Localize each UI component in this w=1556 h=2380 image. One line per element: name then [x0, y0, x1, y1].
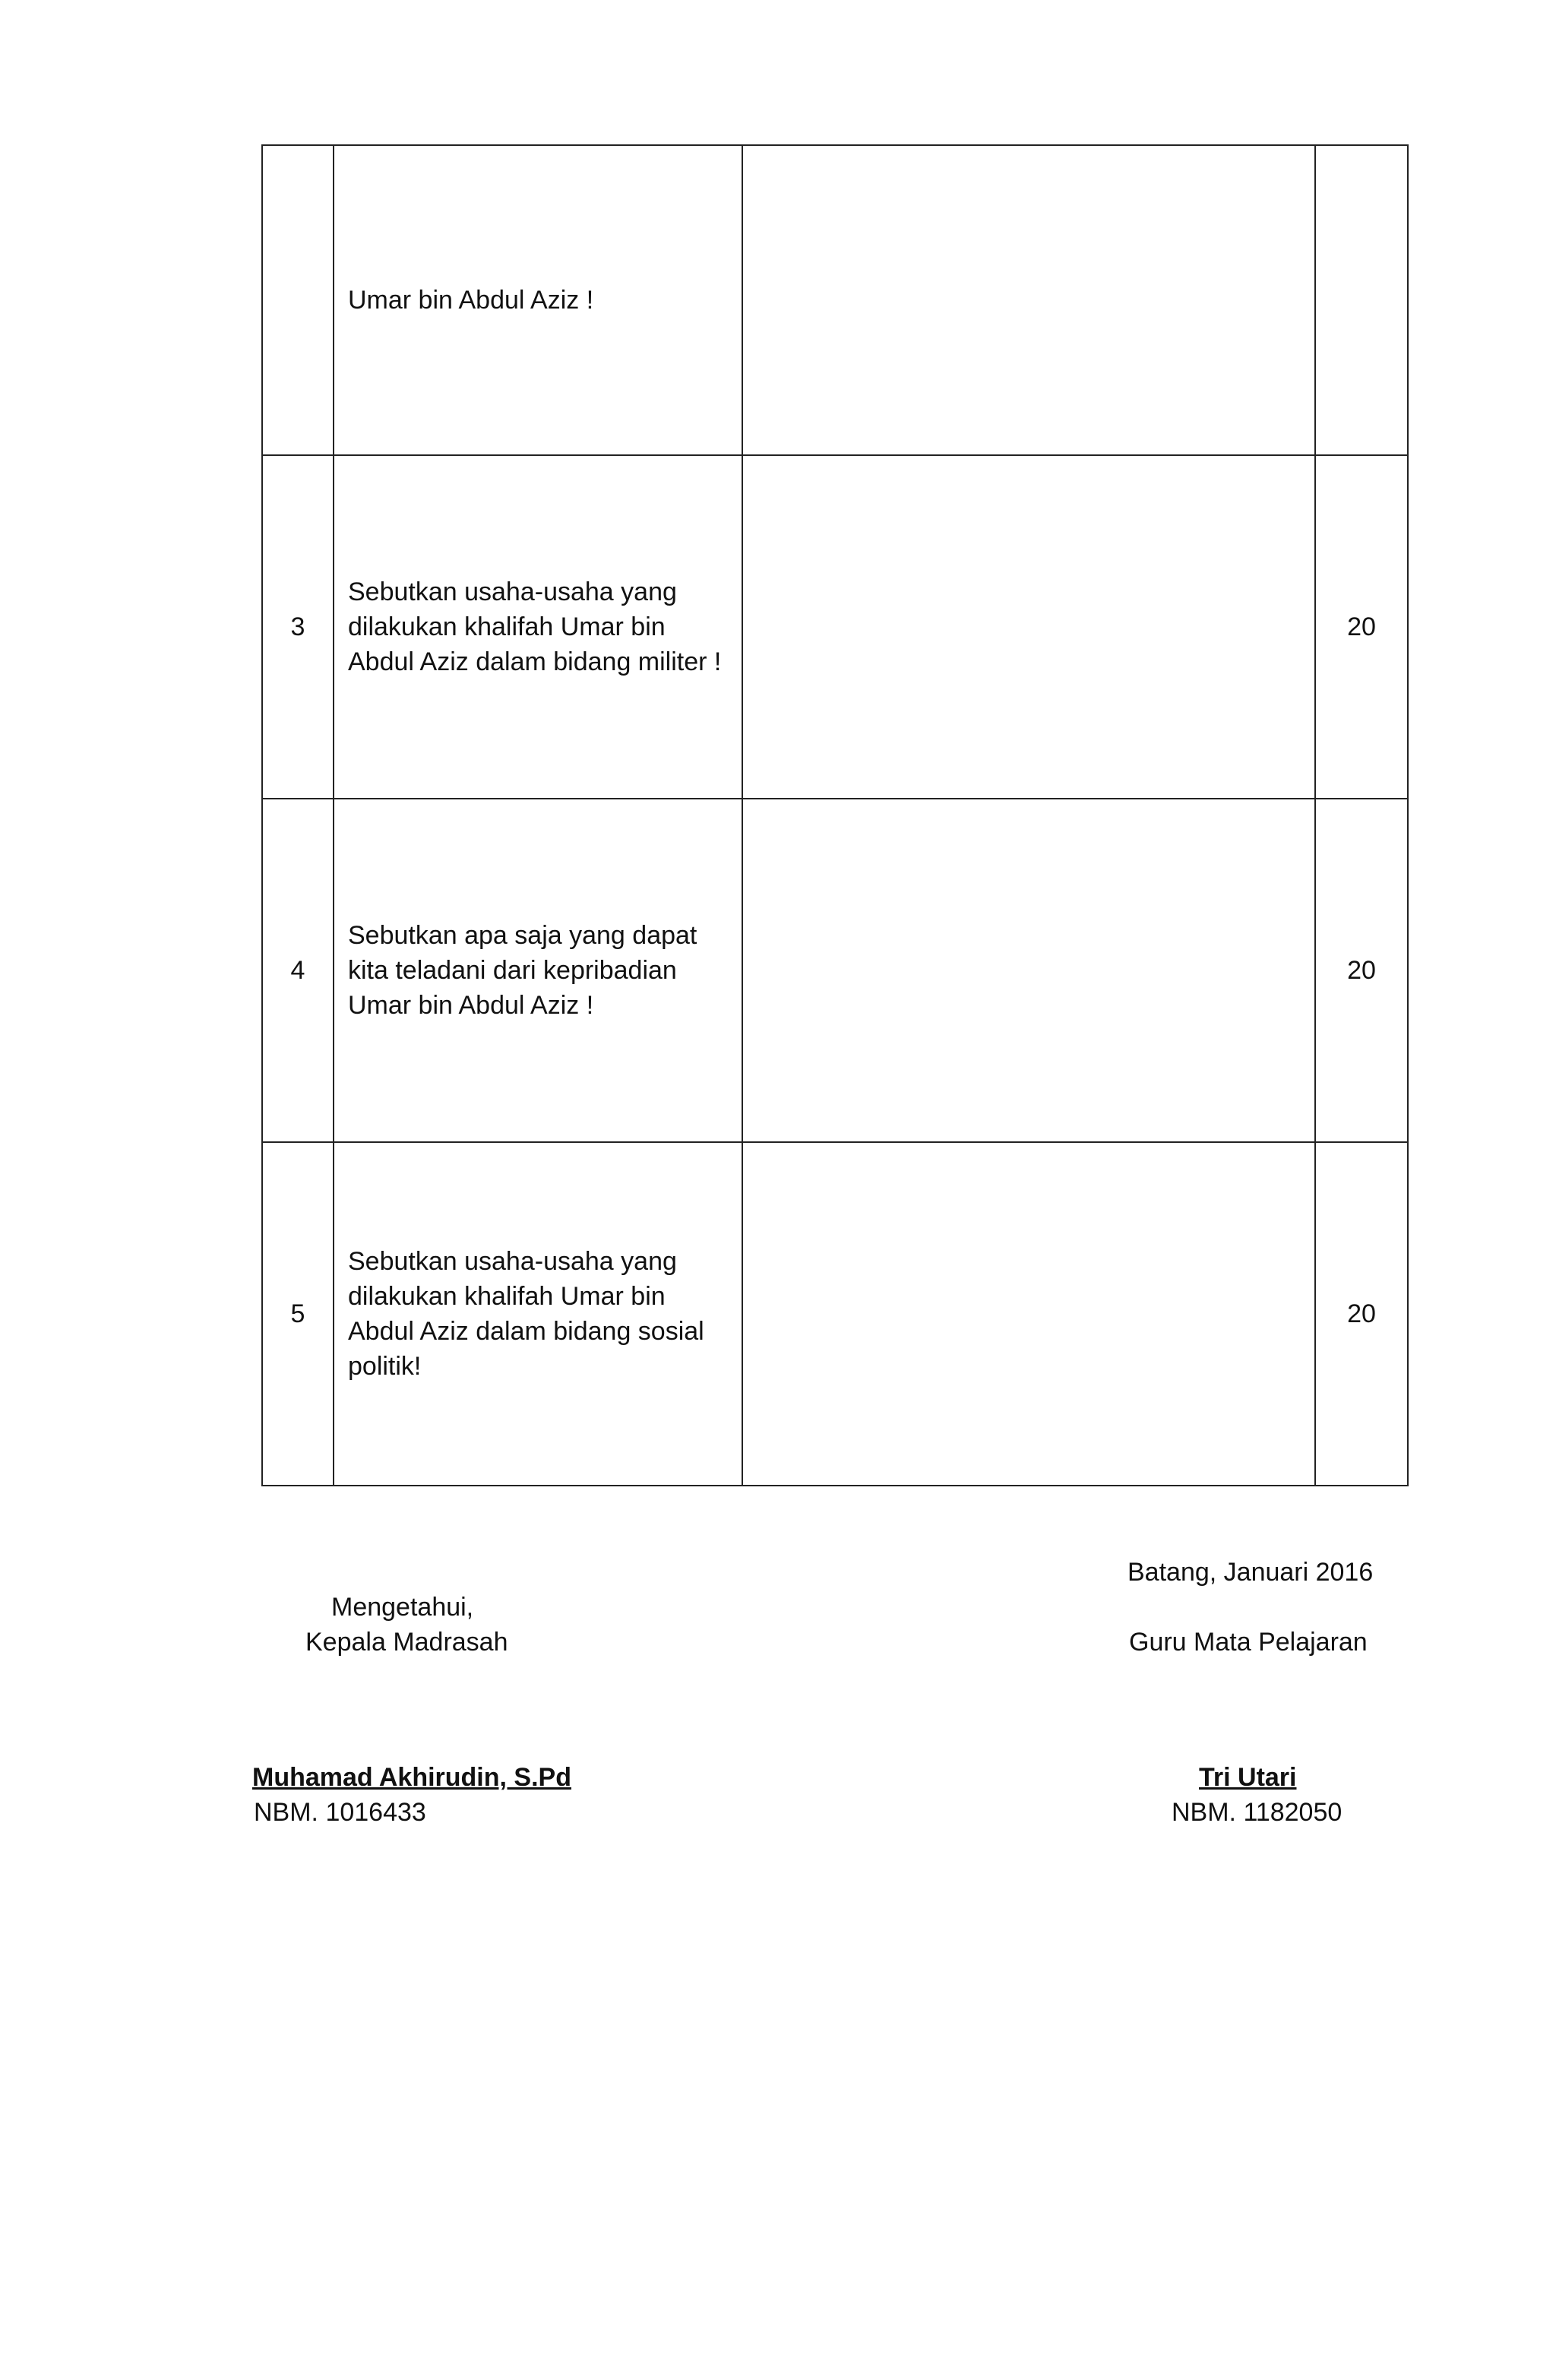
place-date: Batang, Januari 2016 [1127, 1558, 1374, 1587]
score-cell: 20 [1315, 455, 1408, 799]
score-cell [1315, 145, 1408, 455]
principal-id: NBM. 1016433 [254, 1798, 426, 1827]
question-text: Sebutkan apa saja yang dapat kita teladani dari kepribadian Umar bin Abdul Aziz ! [348, 921, 697, 1020]
acknowledged-label: Mengetahui, [331, 1593, 474, 1622]
answer-cell [742, 145, 1315, 455]
question-text: Umar bin Abdul Aziz ! [348, 286, 594, 315]
table-row [262, 799, 1408, 1142]
teacher-name: Tri Utari [1199, 1763, 1297, 1792]
question-cell [334, 1142, 742, 1486]
answer-cell [742, 799, 1315, 1142]
score-cell: 20 [1315, 799, 1408, 1142]
answer-cell [742, 455, 1315, 799]
teacher-role: Guru Mata Pelajaran [1129, 1628, 1368, 1657]
question-cell [334, 455, 742, 799]
teacher-id: NBM. 1182050 [1172, 1798, 1343, 1827]
question-text: Sebutkan usaha-usaha yang dilakukan khalifah Umar bin Abdul Aziz dalam bidang militer ! [348, 578, 722, 676]
question-table [261, 144, 1409, 1486]
question-cell [334, 799, 742, 1142]
question-number: 4 [262, 799, 334, 1142]
score-cell: 20 [1315, 1142, 1408, 1486]
table-row [262, 145, 1408, 455]
question-number: 3 [262, 455, 334, 799]
principal-role: Kepala Madrasah [305, 1628, 508, 1657]
question-cell [334, 145, 742, 455]
answer-cell [742, 1142, 1315, 1486]
question-number [262, 145, 334, 455]
principal-name: Muhamad Akhirudin, S.Pd [252, 1763, 571, 1792]
table-row [262, 1142, 1408, 1486]
table-row [262, 455, 1408, 799]
question-text: Sebutkan usaha-usaha yang dilakukan khalifah Umar bin Abdul Aziz dalam bidang sosial politik! [348, 1247, 704, 1381]
question-number: 5 [262, 1142, 334, 1486]
